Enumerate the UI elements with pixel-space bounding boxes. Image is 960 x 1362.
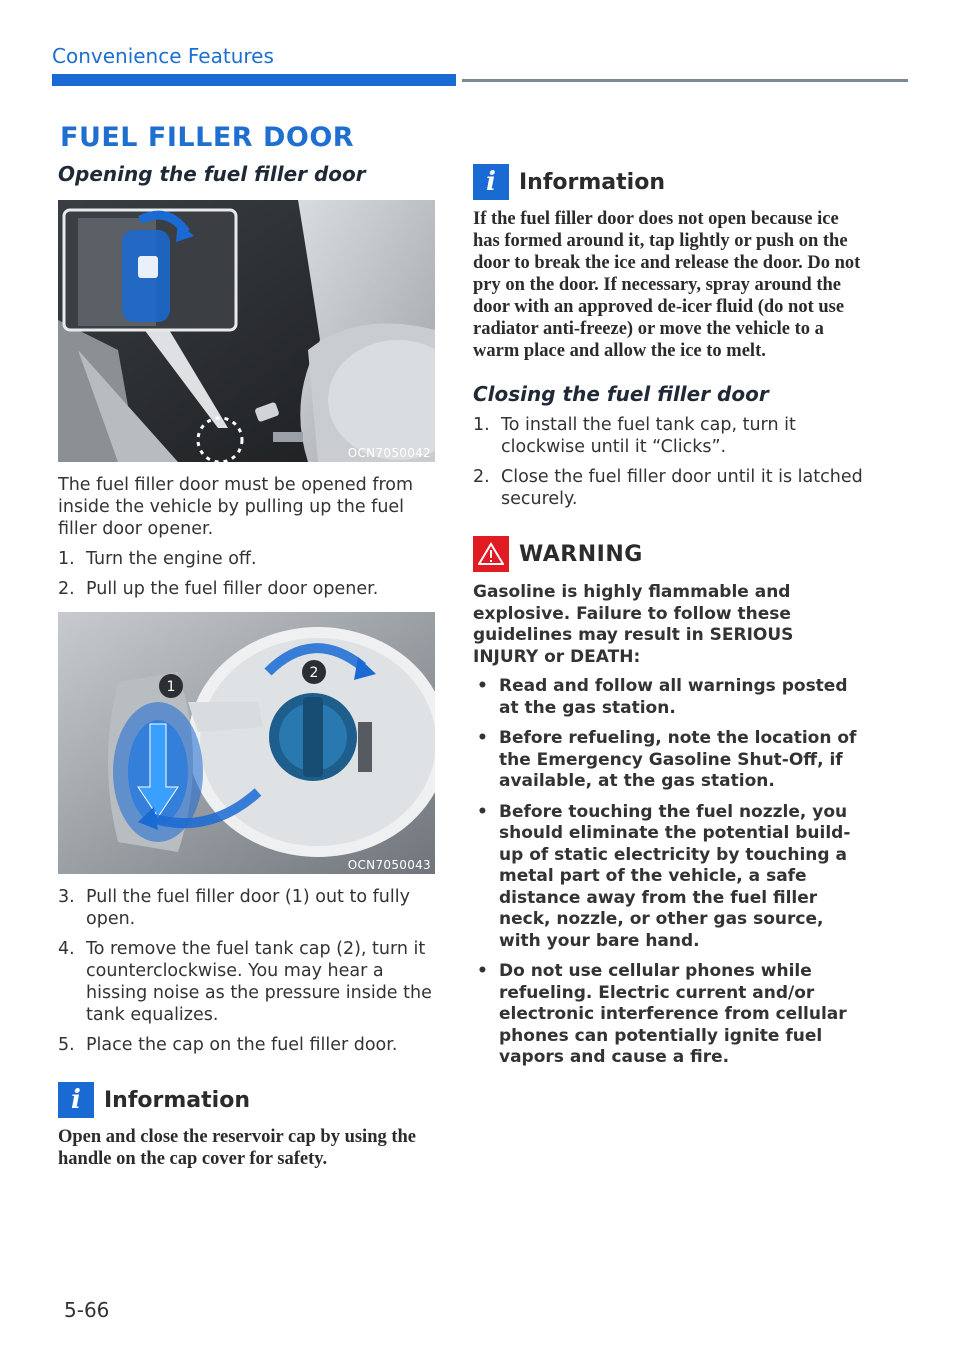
warning-header (473, 536, 863, 572)
info-title: Information (104, 1087, 250, 1113)
list-item (473, 466, 863, 510)
info-title: Information (519, 169, 665, 195)
list-item: • Before refueling, note the location of the Emergency Gasoline Shut-Off, if available, at the gas station. (473, 728, 863, 793)
fuel-door-illustration (58, 612, 435, 874)
warning-icon (473, 536, 509, 572)
closing-steps-list (473, 414, 863, 510)
list-item (58, 938, 436, 1026)
warning-intro: Gasoline is highly flammable and explosive. Failure to follow these guidelines may result in SERIOUS INJURY or DEATH: (473, 582, 794, 667)
list-item: • Read and follow all warnings posted at the gas station. (473, 676, 863, 719)
step-number: 2. (58, 579, 75, 599)
step-number: 3. (58, 887, 75, 907)
step-number: 4. (58, 939, 75, 959)
page-number: 5-66 (64, 1298, 110, 1322)
info-icon: i (58, 1082, 94, 1118)
info-text: Open and close the reservoir cap by using the handle on the cap cover for safety. (58, 1127, 417, 1169)
step-number: 1. (473, 415, 490, 435)
list-item (58, 548, 436, 570)
callout-2: 2 (309, 665, 319, 681)
fuel-opener-illustration (58, 200, 435, 462)
step-text: To remove the fuel tank cap (2), turn it counterclockwise. You may hear a hissing noise as the pressure inside the tank equalizes. (86, 939, 432, 1025)
step-number: 1. (58, 549, 75, 569)
section-title: FUEL FILLER DOOR (60, 122, 355, 153)
right-column (473, 160, 863, 1078)
left-column (58, 160, 436, 1170)
step-text: Pull up the fuel filler door opener. (86, 579, 379, 599)
list-item (58, 578, 436, 600)
step-text: Pull the fuel filler door (1) out to fully open. (86, 887, 410, 929)
info-header (473, 164, 863, 200)
step-text: Place the cap on the fuel filler door. (86, 1035, 398, 1055)
step-number: 5. (58, 1035, 75, 1055)
info-header (58, 1082, 436, 1118)
list-item (473, 414, 863, 458)
info-icon: i (473, 164, 509, 200)
step-text: To install the fuel tank cap, turn it clockwise until it “Clicks”. (501, 415, 796, 457)
figure-fuel-door (58, 612, 435, 874)
steps-list-a (58, 548, 436, 600)
header-bar-accent (52, 74, 456, 86)
warning-bullets (473, 676, 863, 1069)
list-item: • Do not use cellular phones while refueling. Electric current and/or electronic interference from cellular phones can potentially ignite fuel vapors and cause a fire. (473, 961, 863, 1069)
figure-fuel-opener (58, 200, 435, 462)
opening-subhead: Opening the fuel filler door (58, 162, 366, 186)
step-text: Close the fuel filler door until it is latched securely. (501, 467, 863, 509)
header-title: Convenience Features (52, 44, 274, 68)
callout-1: 1 (166, 679, 176, 695)
step-number: 2. (473, 467, 490, 487)
warning-title: WARNING (519, 541, 643, 567)
header-bar-rule (462, 79, 908, 82)
figure-code: OCN7050042 (347, 446, 431, 460)
list-item (58, 1034, 436, 1056)
figure-code: OCN7050043 (347, 858, 431, 872)
info-text: If the fuel filler door does not open because ice has formed around it, tap lightly or push on the door to break the ice and release the door. Do not pry on the door. If necessary, spray around the door with an approved de-icer fluid (do not use radiator anti-freeze) or move the vehicle to a warm place and allow the ice to melt. (473, 209, 861, 361)
step-text: Turn the engine off. (86, 549, 257, 569)
intro-paragraph: The fuel filler door must be opened from inside the vehicle by pulling up the fuel filler door opener. (58, 475, 414, 539)
list-item (58, 886, 436, 930)
list-item: • Before touching the fuel nozzle, you should eliminate the potential build-up of static electricity by touching a metal part of the vehicle, a safe distance away from the fuel filler neck, nozzle, or other gas source, with your bare hand. (473, 802, 863, 953)
steps-list-b (58, 886, 436, 1056)
closing-subhead: Closing the fuel filler door (473, 382, 769, 406)
